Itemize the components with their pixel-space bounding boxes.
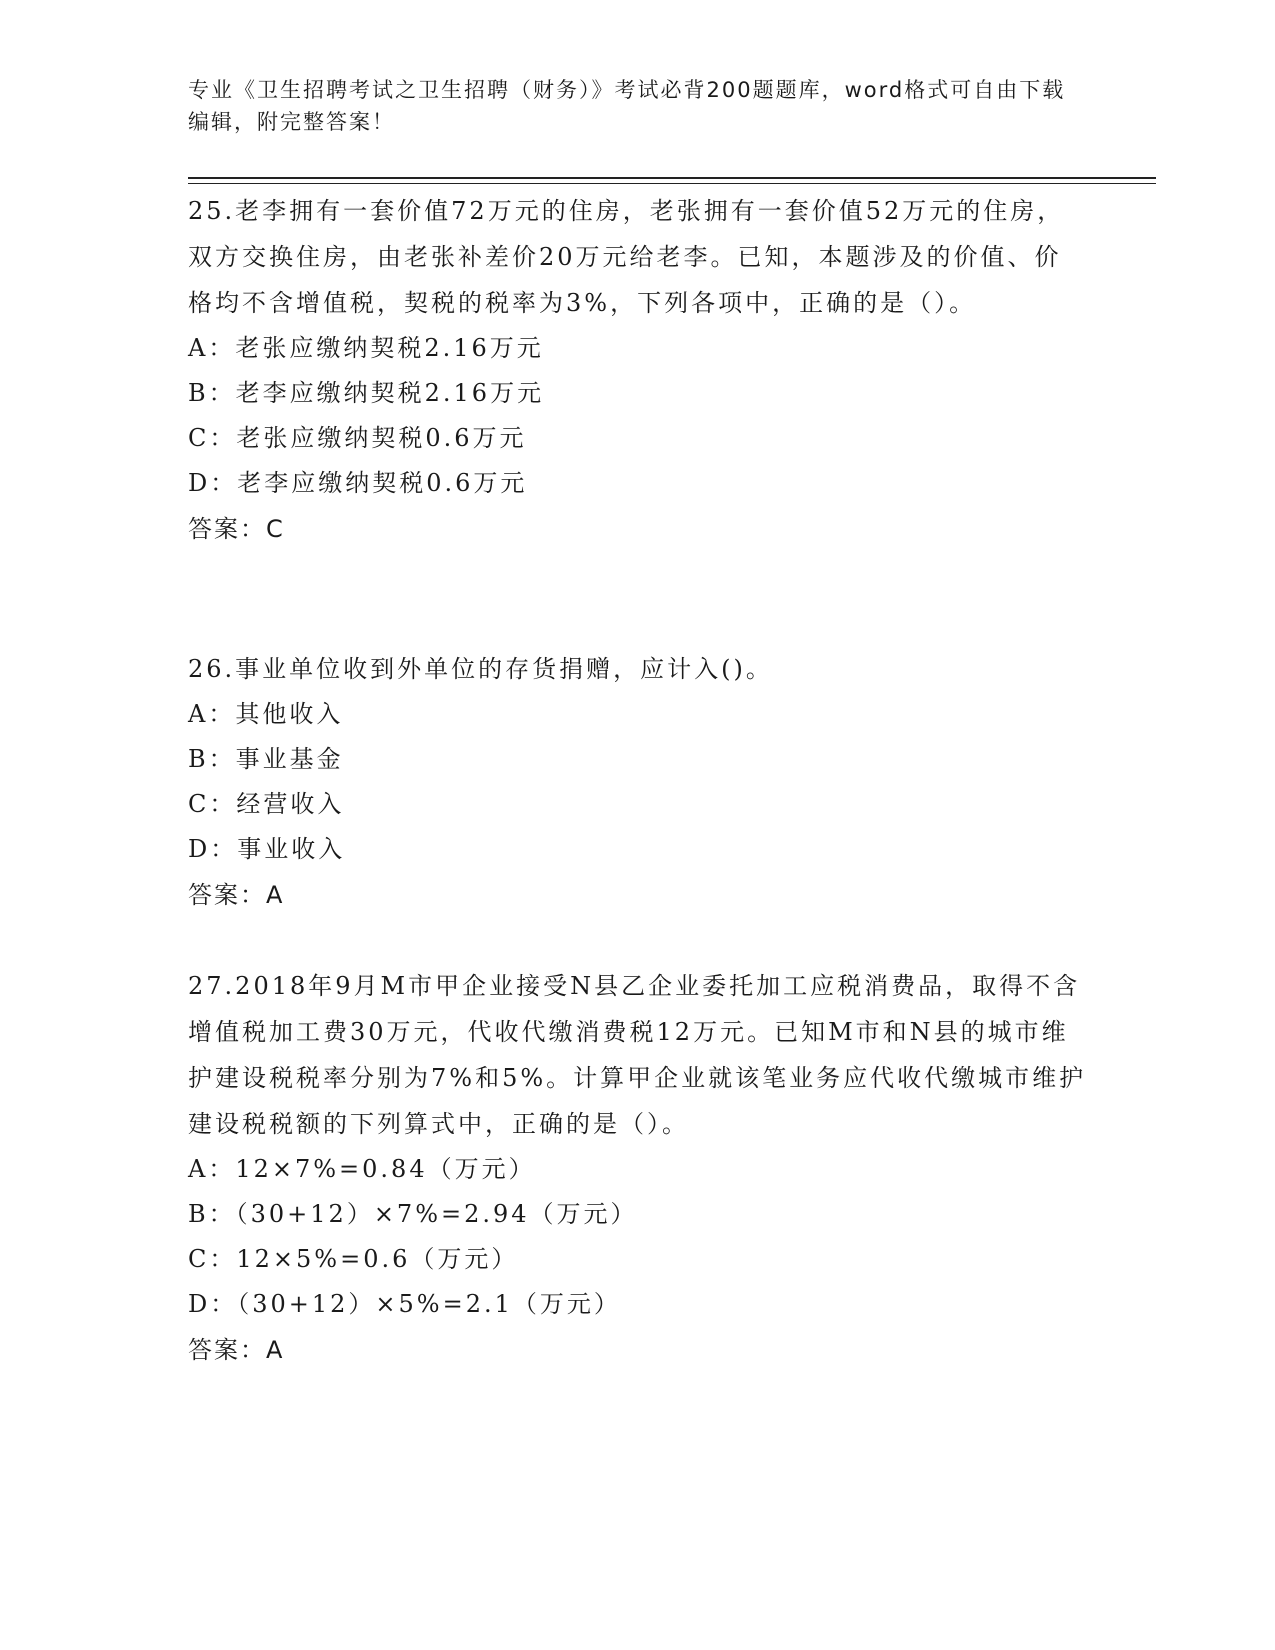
- question-26: [188, 646, 1088, 918]
- option-c: C：12×5%=0.6（万元）: [188, 1245, 519, 1273]
- option-a: A：12×7%=0.84（万元）: [188, 1155, 536, 1183]
- option-c: C：老张应缴纳契税0.6万元: [188, 424, 527, 452]
- question-stem: 26.事业单位收到外单位的存货捐赠，应计入()。: [188, 655, 773, 683]
- question-25: [188, 188, 1088, 552]
- question-27: [188, 963, 1088, 1373]
- option-c: C：经营收入: [188, 790, 345, 818]
- answer-line: 答案：A: [188, 881, 285, 909]
- header-divider-thick: [188, 177, 1156, 179]
- header-divider-thin: [188, 183, 1156, 184]
- option-d: D：（30+12）×5%=2.1（万元）: [188, 1290, 621, 1318]
- option-b: B：老李应缴纳契税2.16万元: [188, 379, 545, 407]
- option-a: A：其他收入: [188, 700, 344, 728]
- document-header: 专业《卫生招聘考试之卫生招聘（财务）》考试必背200题题库，word格式可自由下载编辑，附完整答案！: [188, 78, 1066, 134]
- option-b: B：事业基金: [188, 745, 344, 773]
- question-stem: 25.老李拥有一套价值72万元的住房，老张拥有一套价值52万元的住房，双方交换住房，由老张补差价20万元给老李。已知，本题涉及的价值、价格均不含增值税，契税的税率为3%，下列各项中，正确的是（）。: [188, 197, 1065, 317]
- option-b: B：（30+12）×7%=2.94（万元）: [188, 1200, 638, 1228]
- answer-line: 答案：A: [188, 1336, 285, 1364]
- option-a: A：老张应缴纳契税2.16万元: [188, 334, 544, 362]
- option-d: D：老李应缴纳契税0.6万元: [188, 469, 528, 497]
- answer-line: 答案：C: [188, 515, 285, 543]
- option-d: D：事业收入: [188, 835, 346, 863]
- question-stem: 27.2018年9月M市甲企业接受N县乙企业委托加工应税消费品，取得不含增值税加工费30万元，代收代缴消费税12万元。已知M市和N县的城市维护建设税税率分别为7%和5%。计算甲企业就该笔业务应代收代缴城市维护建设税税额的下列算式中，正确的是（）。: [188, 972, 1087, 1138]
